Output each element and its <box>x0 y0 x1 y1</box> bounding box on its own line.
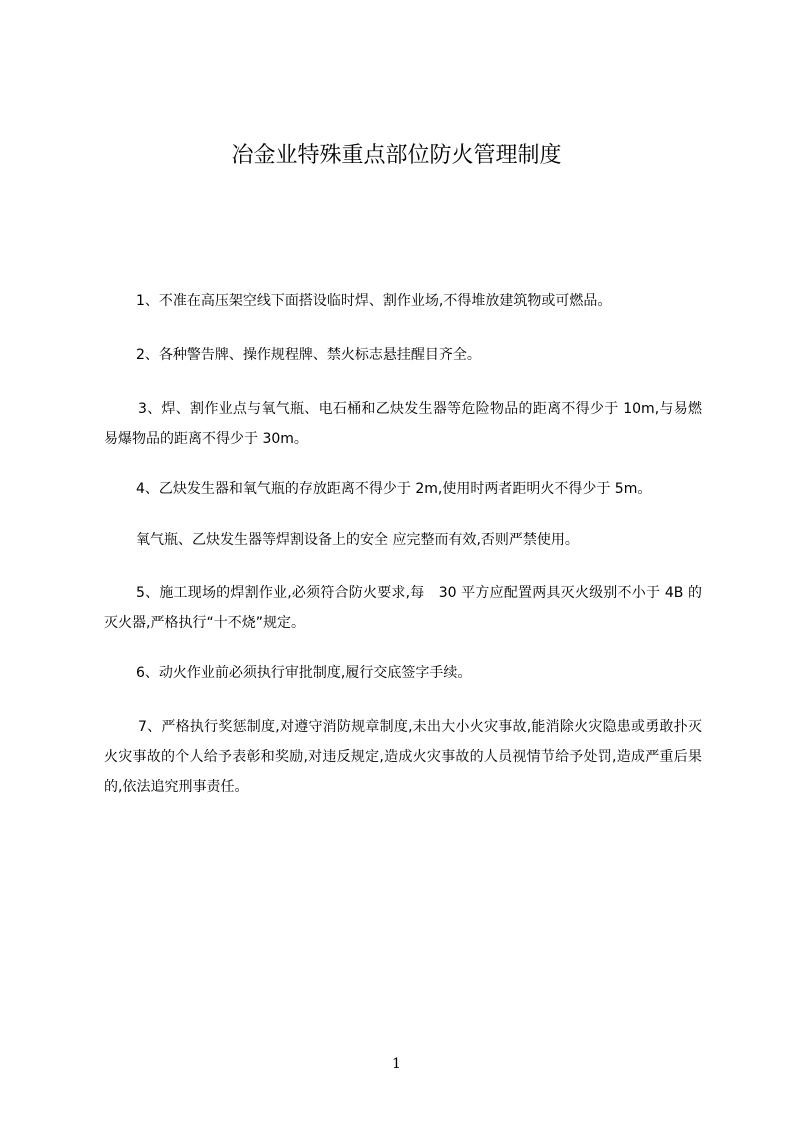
paragraph-3: 3、焊、割作业点与氧气瓶、电石桶和乙炔发生器等危险物品的距离不得少于 10m,与易燃易爆物品的距离不得少于 30m。 <box>104 401 702 447</box>
paragraph-oxygen-note: 氧气瓶、乙炔发生器等焊割设备上的安全 应完整而有效,否则严禁使用。 <box>136 532 579 548</box>
document-title: 冶金业特殊重点部位防火管理制度 <box>231 143 562 168</box>
page-number: 1 <box>392 1056 401 1072</box>
paragraph-2: 2、各种警告牌、操作规程牌、禁火标志悬挂醒目齐全。 <box>136 347 481 363</box>
paragraph-1: 1、不准在高压架空线下面搭设临时焊、割作业场,不得堆放建筑物或可燃品。 <box>136 293 612 309</box>
paragraph-5: 5、施工现场的焊割作业,必须符合防火要求,每 30 平方应配置两具灭火级别不小于 4B 的灭火器,严格执行“十不烧”规定。 <box>104 585 702 631</box>
paragraph-4: 4、乙炔发生器和氧气瓶的存放距离不得少于 2m,使用时两者距明火不得少于 5m。 <box>136 481 652 497</box>
paragraph-7: 7、严格执行奖惩制度,对遵守消防规章制度,未出大小火灾事故,能消除火灾隐患或勇敢扑灭火灾事故的个人给予表彰和奖励,对违反规定,造成火灾事故的人员视情节给予处罚,造成严重后果的,依法追究刑事责任。 <box>104 719 702 795</box>
paragraph-6: 6、动火作业前必须执行审批制度,履行交底签字手续。 <box>136 665 472 681</box>
